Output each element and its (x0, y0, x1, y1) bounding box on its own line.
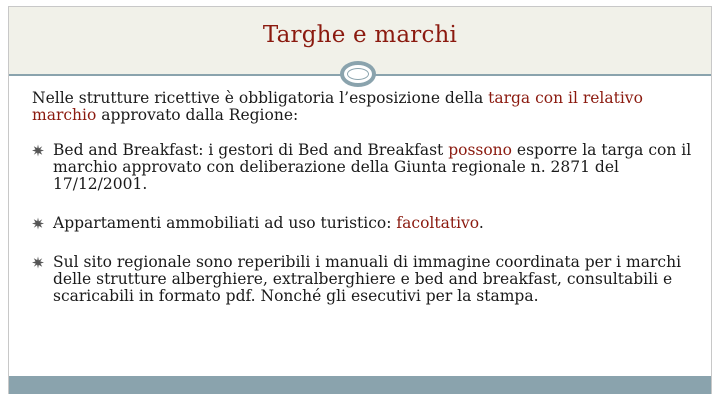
slide-title: Targhe e marchi (262, 22, 458, 48)
sunburst-bullet-icon (30, 254, 46, 271)
slide-body (32, 90, 692, 327)
intro-highlight: targa con il relativo marchio (32, 89, 643, 124)
bullet-2-text-pre: Appartamenti ammobiliati ad uso turistico: (53, 214, 397, 232)
bullet-2-text-post: . (478, 214, 484, 232)
sunburst-bullet-icon (30, 215, 46, 232)
bullet-1-highlight: possono (448, 141, 512, 159)
ring-ornament-icon (340, 61, 376, 87)
bullet-item-bed-and-breakfast (32, 142, 692, 193)
sunburst-bullet-icon (30, 142, 46, 159)
bullet-item-sito-regionale (32, 254, 692, 305)
intro-text-pre: Nelle strutture ricettive è obbligatoria l’esposizione della (32, 89, 489, 107)
bullet-2-highlight: facoltativo (396, 214, 479, 232)
bullet-1-text-pre: Bed and Breakfast: i gestori di Bed and Breakfast (53, 141, 449, 159)
intro-paragraph (32, 90, 692, 124)
bullet-item-appartamenti (32, 215, 692, 232)
footer-bar (9, 376, 711, 394)
bullet-1-text-post: esporre la targa con il marchio approvato con deliberazione della Giunta regionale n. 2871 del 17/12/2001. (53, 141, 692, 193)
intro-text-post: approvato dalla Regione: (96, 106, 299, 124)
bullet-3-text: Sul sito regionale sono reperibili i manuali di immagine coordinata per i marchi delle strutture alberghiere, extralberghiere e bed and breakfast, consultabili e scaricabili in formato pdf. Nonché gli esecutivi per la stampa. (53, 253, 682, 305)
